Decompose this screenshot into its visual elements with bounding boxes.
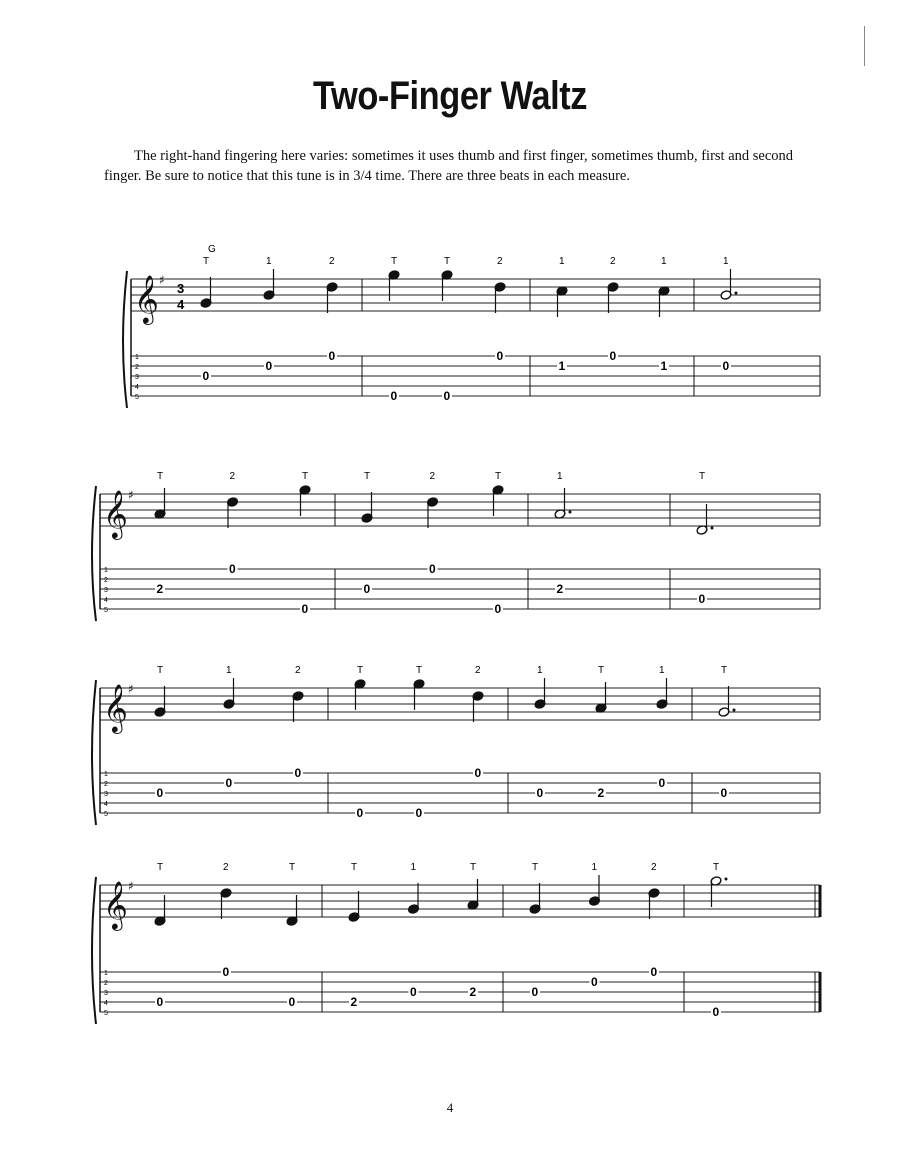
finger-label: T: [157, 665, 164, 676]
tab-number: 0: [531, 985, 539, 999]
tab-number: 2: [469, 985, 477, 999]
sharp-sign-icon: ♯: [128, 682, 134, 696]
duration-dot: [733, 709, 736, 712]
finger-label: 2: [651, 862, 657, 873]
tab-number: 0: [658, 776, 666, 790]
finger-label: 2: [497, 256, 503, 267]
tab-clef-number: 2: [104, 781, 108, 788]
finger-label: 1: [410, 862, 417, 873]
tab-clef-number: 1: [104, 771, 108, 778]
tab-number: 0: [225, 776, 233, 790]
system-bracket: [92, 486, 96, 621]
duration-dot: [569, 511, 572, 514]
finger-label: 2: [223, 862, 229, 873]
tab-number: 0: [429, 562, 436, 576]
tab-number: 0: [609, 349, 617, 363]
tab-number: 0: [415, 806, 423, 820]
tab-number: 2: [556, 582, 564, 596]
tab-number: 0: [156, 995, 164, 1009]
finger-label: 2: [295, 665, 301, 676]
tab-number: 0: [202, 369, 210, 383]
tab-number: 0: [698, 592, 706, 606]
finger-label: 1: [723, 256, 729, 267]
tab-number: 0: [722, 359, 730, 373]
finger-label: 1: [266, 256, 272, 267]
tab-number: 0: [294, 766, 302, 780]
finger-label: T: [416, 665, 423, 676]
finger-label: T: [289, 862, 296, 873]
finger-label: T: [532, 862, 539, 873]
intro-paragraph: The right-hand fingering here varies: sometimes it uses thumb and first finger, sometimes thumb, first and second finger. Be sure to notice that this tune is in 3/4 time. There are three beats in each measure.: [104, 148, 794, 184]
finger-label: 1: [557, 471, 563, 482]
finger-label: T: [302, 471, 309, 482]
chord-name: G: [208, 244, 216, 255]
system-bracket: [92, 680, 96, 825]
tab-clef-number: 1: [104, 567, 108, 574]
finger-label: 2: [229, 471, 236, 482]
tab-number: 2: [350, 995, 358, 1009]
treble-clef-icon: 𝄞: [103, 683, 128, 732]
finger-label: T: [713, 862, 720, 873]
tab-number: 0: [363, 582, 371, 596]
page-number: 4: [446, 1100, 454, 1115]
tab-number: 0: [265, 359, 273, 373]
finger-label: T: [444, 256, 451, 267]
tab-clef-number: 5: [135, 394, 139, 401]
finger-label: T: [699, 471, 706, 482]
finger-label: T: [470, 862, 477, 873]
tab-number: 0: [390, 389, 398, 403]
finger-label: 2: [329, 256, 335, 267]
treble-clef-icon: 𝄞: [134, 274, 159, 323]
finger-label: T: [721, 665, 728, 676]
sharp-sign-icon: ♯: [159, 273, 165, 287]
tab-number: 0: [301, 602, 309, 616]
tab-number: 2: [156, 582, 164, 596]
tab-number: 0: [591, 975, 598, 989]
tab-clef-number: 4: [104, 597, 108, 604]
sharp-sign-icon: ♯: [128, 879, 134, 893]
finger-label: T: [357, 665, 364, 676]
page-title: Two-Finger Waltz: [312, 74, 588, 118]
tab-number: 1: [558, 359, 566, 373]
finger-label: 1: [226, 665, 232, 676]
finger-label: T: [391, 256, 398, 267]
tab-number: 0: [222, 965, 230, 979]
duration-dot: [725, 878, 728, 881]
finger-label: 1: [659, 665, 665, 676]
tab-number: 0: [712, 1005, 720, 1019]
system-bracket: [92, 877, 96, 1024]
tab-number: 0: [443, 389, 451, 403]
finger-label: T: [495, 471, 502, 482]
finger-label: T: [598, 665, 605, 676]
tab-clef-number: 5: [104, 811, 108, 818]
tab-number: 1: [660, 359, 668, 373]
tab-clef-number: 4: [135, 384, 139, 391]
tab-clef-number: 3: [104, 587, 108, 594]
finger-label: T: [157, 862, 164, 873]
finger-label: 1: [537, 665, 543, 676]
tab-clef-number: 3: [135, 374, 139, 381]
tab-clef-number: 3: [104, 990, 108, 997]
finger-label: 2: [429, 471, 436, 482]
finger-label: T: [203, 256, 210, 267]
finger-label: 2: [475, 665, 481, 676]
tab-clef-number: 1: [104, 970, 108, 977]
duration-dot: [735, 292, 738, 295]
tab-number: 0: [494, 602, 502, 616]
duration-dot: [711, 527, 714, 530]
tab-number: 0: [536, 786, 544, 800]
finger-label: 2: [610, 256, 616, 267]
finger-label: T: [157, 471, 164, 482]
system-bracket: [123, 271, 127, 408]
treble-clef-icon: 𝄞: [103, 880, 128, 929]
tab-clef-number: 2: [135, 364, 139, 371]
tab-number: 0: [288, 995, 296, 1009]
time-signature-top: 3: [177, 281, 185, 296]
tab-clef-number: 4: [104, 1000, 108, 1007]
tab-number: 0: [156, 786, 164, 800]
tab-number: 0: [720, 786, 728, 800]
tab-number: 0: [474, 766, 482, 780]
finger-label: 1: [559, 256, 565, 267]
time-signature-bottom: 4: [177, 297, 185, 312]
tab-number: 0: [410, 985, 417, 999]
tab-number: 0: [356, 806, 364, 820]
tab-clef-number: 3: [104, 791, 108, 798]
tab-number: 0: [229, 562, 236, 576]
treble-clef-icon: 𝄞: [103, 489, 128, 538]
tab-clef-number: 4: [104, 801, 108, 808]
sharp-sign-icon: ♯: [128, 488, 134, 502]
tab-clef-number: 2: [104, 980, 108, 987]
tab-number: 2: [597, 786, 605, 800]
tab-clef-number: 1: [135, 354, 139, 361]
tab-clef-number: 5: [104, 1010, 108, 1017]
finger-label: 1: [661, 256, 667, 267]
tab-number: 0: [328, 349, 336, 363]
finger-label: 1: [591, 862, 598, 873]
tab-number: 0: [496, 349, 504, 363]
tab-number: 0: [650, 965, 658, 979]
tab-clef-number: 2: [104, 577, 108, 584]
finger-label: T: [351, 862, 358, 873]
tab-clef-number: 5: [104, 607, 108, 614]
finger-label: T: [364, 471, 371, 482]
